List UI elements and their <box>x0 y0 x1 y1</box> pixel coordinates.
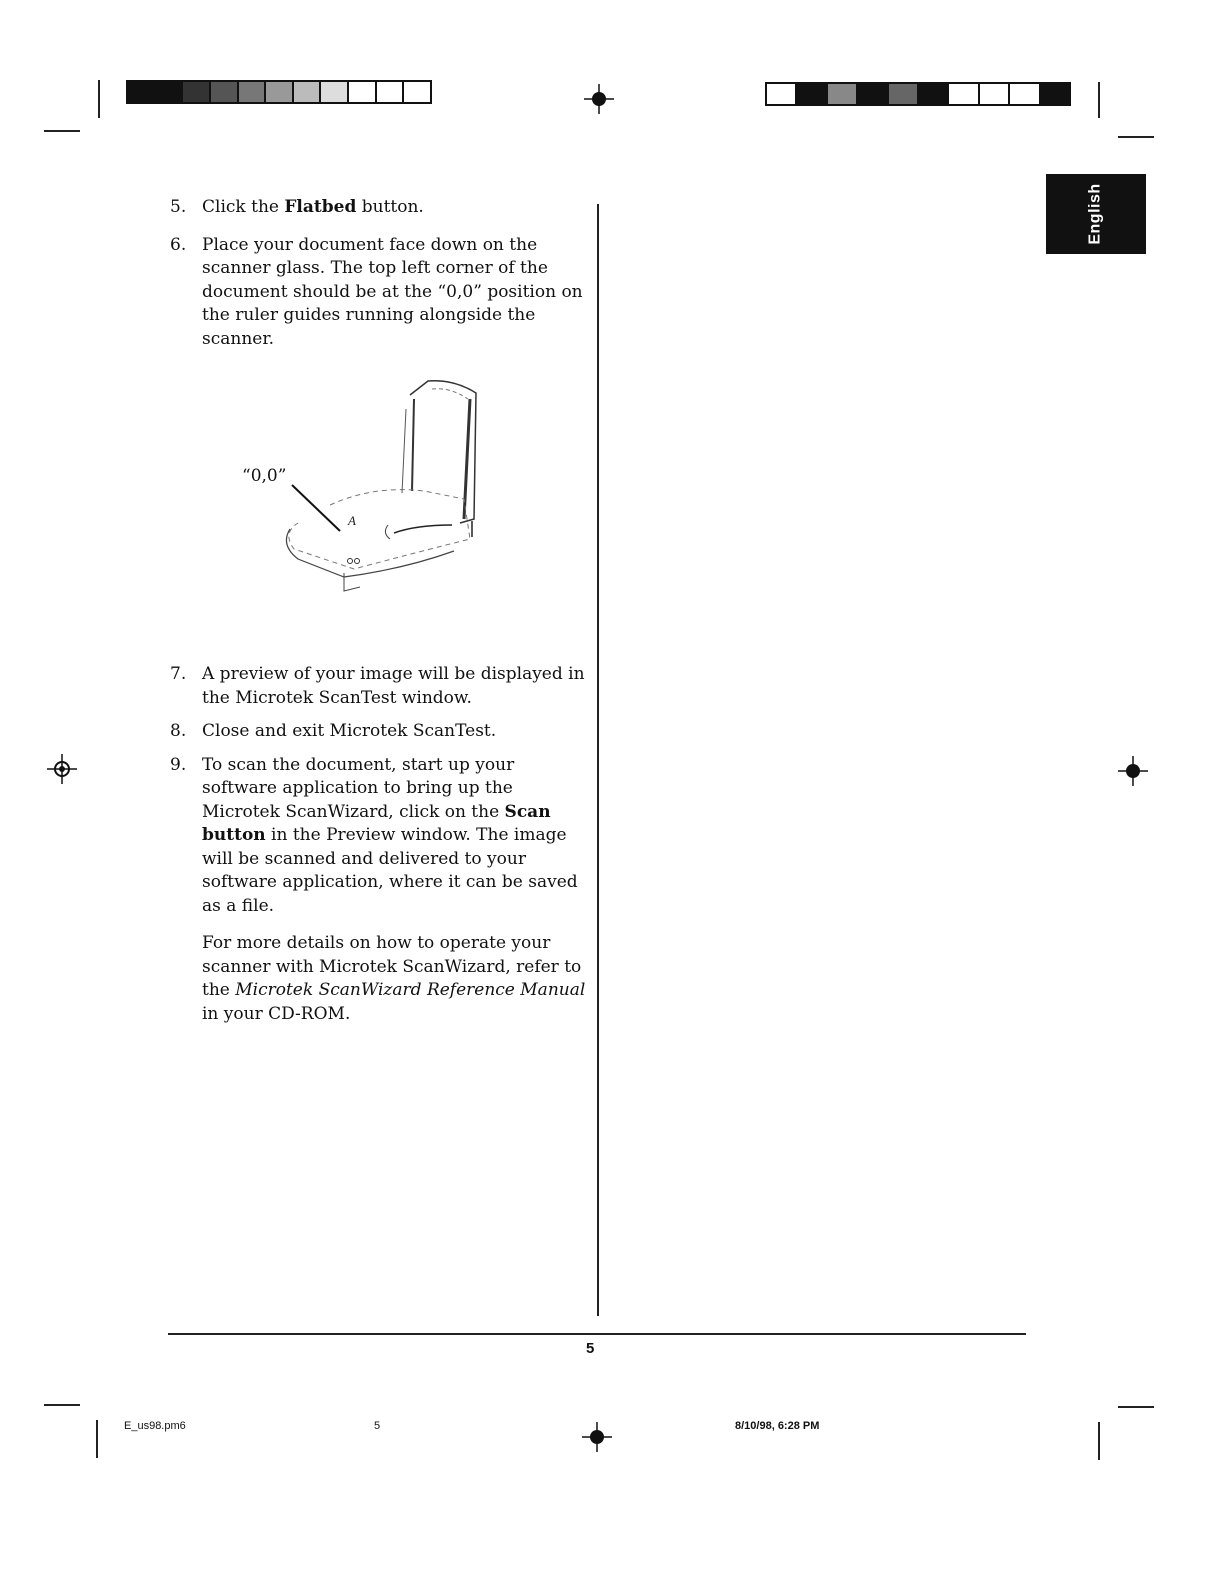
step-number: 7. <box>170 664 187 684</box>
scan-button-label: Scan button <box>202 801 551 845</box>
language-tab <box>1046 174 1146 254</box>
registration-mark-icon <box>584 84 614 114</box>
crop-mark <box>1118 136 1154 138</box>
step-number: 8. <box>170 721 187 741</box>
corner-mark-label: A <box>348 513 356 528</box>
slug-date: 8/10/98, 6:28 PM <box>735 1420 820 1432</box>
step-number: 6. <box>170 234 187 255</box>
step-text: Place your document face down on the scanner glass. The top left corner of the document should be at the “0,0” position on the ruler guides running alongside the scanner. <box>202 234 583 349</box>
step-item <box>164 234 594 352</box>
color-bar-right <box>765 82 1071 106</box>
crop-mark <box>1118 1406 1154 1408</box>
crop-mark <box>96 1420 98 1458</box>
footer-rule <box>168 1333 1026 1335</box>
color-bar-left <box>126 80 432 104</box>
step-text: To scan the document, start up your software application to bring up the Microtek ScanWizard, click on the Scan button in the Preview window. The image will be scanned and delivered to your software application, where it can be saved as a file. <box>202 754 578 916</box>
crop-mark <box>44 1404 80 1406</box>
step-item <box>164 720 594 744</box>
crop-mark <box>44 130 80 132</box>
registration-mark-icon <box>582 1422 612 1452</box>
step-text: A preview of your image will be displayed in the Microtek ScanTest window. <box>202 664 585 708</box>
step-item <box>164 754 594 919</box>
origin-label: “0,0” <box>242 466 287 486</box>
crop-mark <box>1098 82 1100 118</box>
step-number: 9. <box>170 754 187 775</box>
step-text: Close and exit Microtek ScanTest. <box>202 721 497 741</box>
registration-mark-icon <box>47 754 77 784</box>
crop-mark <box>1098 1422 1100 1460</box>
scanner-figure <box>164 373 594 655</box>
slug-page: 5 <box>374 1420 381 1432</box>
column-divider <box>597 204 599 1316</box>
instructions-column <box>164 196 594 1026</box>
manual-title: Microtek ScanWizard Reference Manual <box>235 980 586 1000</box>
language-tab-label: English <box>1087 183 1104 245</box>
page-number: 5 <box>586 1340 595 1357</box>
step-text: Click the Flatbed button. <box>202 197 424 217</box>
scanner-illustration <box>264 373 504 653</box>
flatbed-button-label: Flatbed <box>284 197 357 217</box>
crop-mark <box>98 80 100 118</box>
step-number: 5. <box>170 197 187 217</box>
closing-paragraph: For more details on how to operate your scanner with Microtek ScanWizard, refer to the Microtek ScanWizard Reference Manual in your CD-ROM. <box>202 933 586 1024</box>
step-item <box>164 196 594 220</box>
step-item <box>164 663 594 710</box>
registration-mark-icon <box>1118 756 1148 786</box>
slug-filename: E_us98.pm6 <box>124 1420 186 1432</box>
